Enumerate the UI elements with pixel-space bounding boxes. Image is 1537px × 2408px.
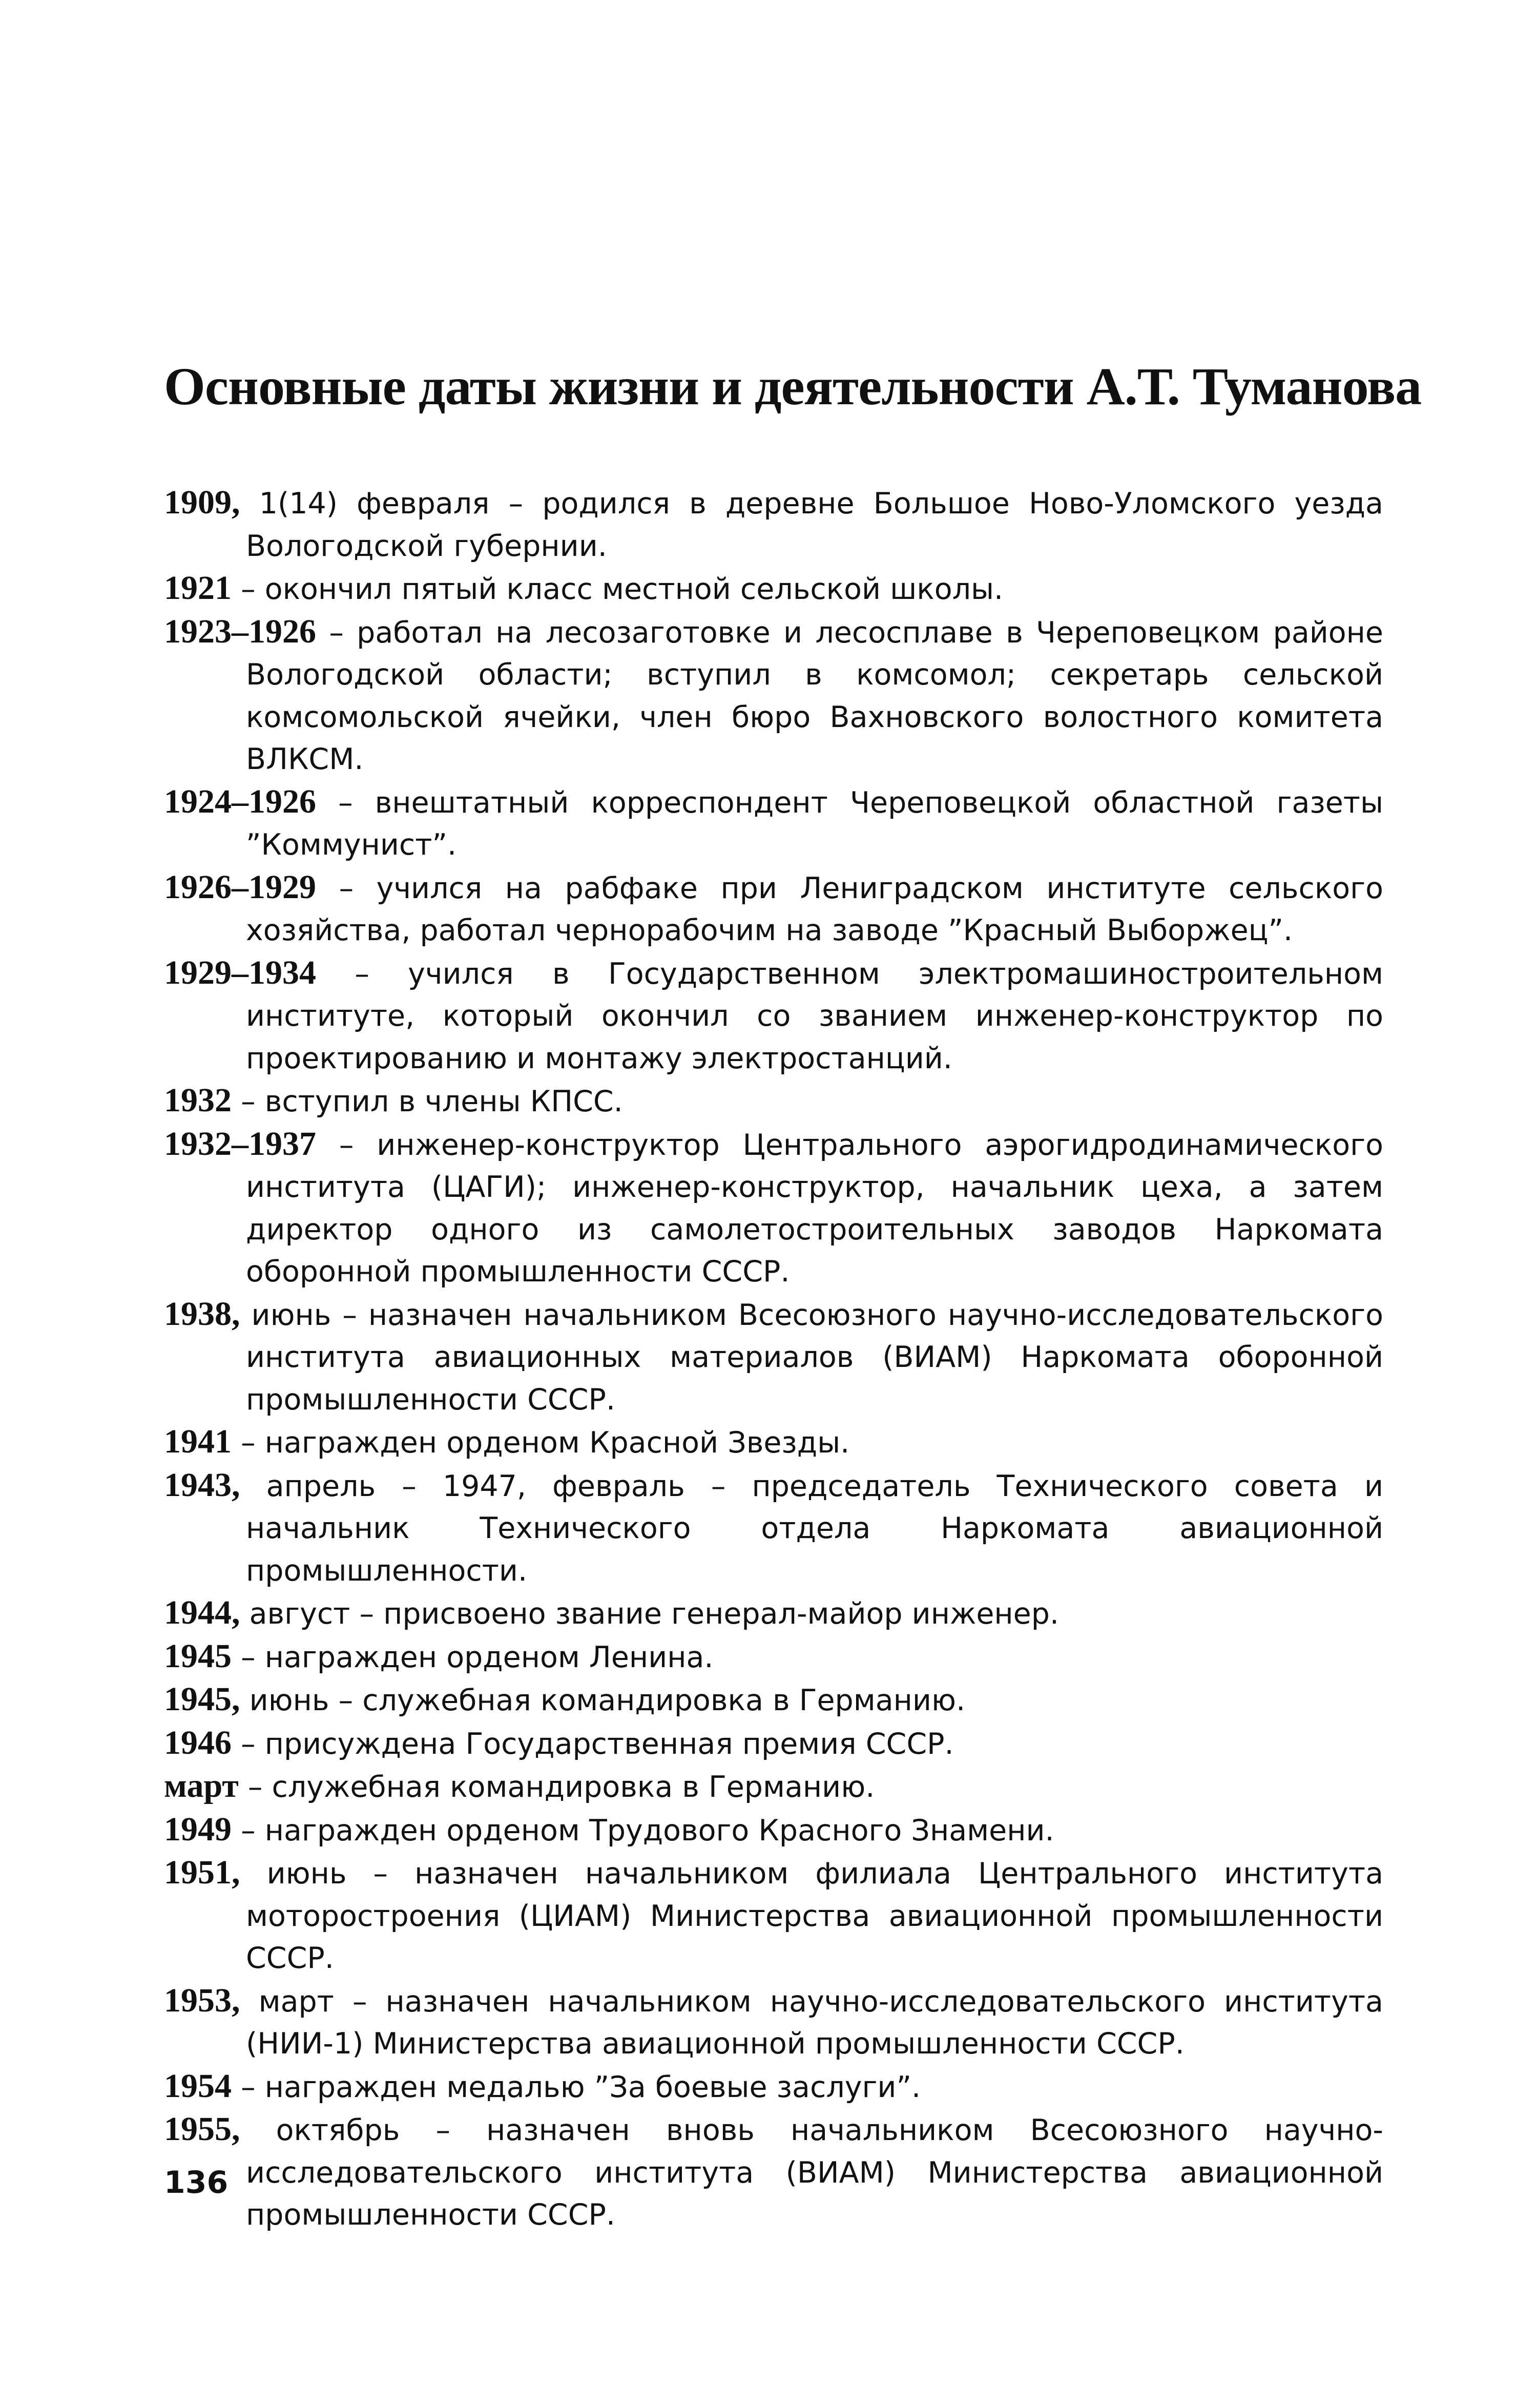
- chronology-entry: [164, 1980, 1383, 2065]
- chronology-entry: [164, 1592, 1383, 1635]
- chronology-entry: [164, 1852, 1383, 1980]
- entry-date: 1943,: [164, 1466, 240, 1504]
- entry-date: 1932–1937: [164, 1125, 316, 1163]
- entry-text: июнь – служебная командировка в Германию.: [240, 1684, 966, 1717]
- entry-date: 1945: [164, 1637, 232, 1675]
- entry-text: – внештатный корреспондент Череповецкой областной газеты ”Коммунист”.: [246, 785, 1383, 862]
- entry-text: – награжден медалью ”За боевые заслуги”.: [232, 2070, 921, 2104]
- entry-text: – окончил пятый класс местной сельской школы.: [232, 572, 1004, 606]
- entry-date: 1923–1926: [164, 612, 316, 650]
- entry-date: 1951,: [164, 1854, 240, 1891]
- entry-text: – награжден орденом Красной Звезды.: [232, 1426, 850, 1460]
- entry-text: – работал на лесозаготовке и лесосплаве в Череповецком районе Вологодской области; вступил в комсомол; секретарь сельской комсомольской ячейки, член бюро Вахновского волостного комитета ВЛКСМ.: [246, 615, 1383, 776]
- chronology-entry: [164, 1678, 1383, 1722]
- entry-text: – учился в Государственном электромашиностроительном институте, который окончил со званием инженер-конструктор по проектированию и монтажу электростанций.: [246, 957, 1383, 1075]
- entry-text: – вступил в члены КПСС.: [232, 1085, 623, 1118]
- chronology-entry: [164, 1722, 1383, 1766]
- entry-date: 1921: [164, 569, 232, 607]
- entry-text: – служебная командировка в Германию.: [238, 1770, 875, 1804]
- chronology-entry: [164, 482, 1383, 567]
- chronology-entry: [164, 2108, 1383, 2236]
- entry-date: 1944,: [164, 1594, 240, 1631]
- entry-date: 1953,: [164, 1981, 240, 2019]
- entry-date: 1924–1926: [164, 782, 316, 820]
- entry-text: октябрь – назначен вновь начальником Всесоюзного научно-исследовательского института (ВИАМ) Министерства авиационной промышленности СССР.: [240, 2113, 1383, 2232]
- chronology-entry: [164, 2065, 1383, 2109]
- entry-date: март: [164, 1767, 239, 1804]
- entry-text: – инженер-конструктор Центрального аэрогидродинамического института (ЦАГИ); инженер-конструктор, начальник цеха, а затем директор одного из самолетостроительных заводов Наркомата оборонной промышленности СССР.: [246, 1128, 1383, 1289]
- entry-date: 1955,: [164, 2110, 240, 2148]
- entry-date: 1941: [164, 1423, 232, 1460]
- chronology-entry: [164, 781, 1383, 866]
- entry-text: – учился на рабфаке при Лениградском институте сельского хозяйства, работал чернорабочим на заводе ”Красный Выборжец”.: [246, 871, 1383, 947]
- chronology-entry: [164, 567, 1383, 611]
- entry-text: август – присвоено звание генерал-майор инженер.: [240, 1597, 1060, 1631]
- entry-date: 1938,: [164, 1295, 240, 1333]
- chronology-entry: [164, 611, 1383, 781]
- entry-date: 1909,: [164, 484, 240, 521]
- entry-date: 1932: [164, 1082, 232, 1119]
- chronology-entry: [164, 1293, 1383, 1421]
- entry-text: июнь – назначен начальником филиала Центрального института моторостроения (ЦИАМ) Министерства авиационной промышленности СССР.: [240, 1857, 1383, 1975]
- entry-date: 1954: [164, 2067, 232, 2105]
- chronology-entry: [164, 1765, 1383, 1809]
- page-number: 136: [164, 2165, 229, 2201]
- chronology-entry: [164, 952, 1383, 1080]
- entry-text: март – назначен начальником научно-исследовательского института (НИИ-1) Министерства авиационной промышленности СССР.: [240, 1984, 1383, 2061]
- page-title: Основные даты жизни и деятельности А.Т. Туманова: [164, 357, 1422, 416]
- entry-date: 1949: [164, 1810, 232, 1848]
- chronology-entry: [164, 1464, 1383, 1592]
- chronology-list: [164, 482, 1383, 2236]
- chronology-entry: [164, 1421, 1383, 1464]
- chronology-entry: [164, 1123, 1383, 1293]
- chronology-entry: [164, 1635, 1383, 1679]
- entry-date: 1929–1934: [164, 953, 316, 991]
- entry-date: 1946: [164, 1724, 232, 1761]
- entry-date: 1926–1929: [164, 868, 316, 906]
- entry-text: апрель – 1947, февраль – председатель Технического совета и начальник Технического отдела Наркомата авиационной промышленности.: [240, 1469, 1383, 1588]
- entry-text: – награжден орденом Ленина.: [232, 1640, 714, 1674]
- chronology-entry: [164, 866, 1383, 952]
- entry-text: 1(14) февраля – родился в деревне Большое Ново-Уломского уезда Вологодской губернии.: [240, 487, 1383, 563]
- chronology-entry: [164, 1080, 1383, 1123]
- entry-text: июнь – назначен начальником Всесоюзного научно-исследовательского института авиационных материалов (ВИАМ) Наркомата оборонной промышленности СССР.: [240, 1298, 1383, 1417]
- chronology-entry: [164, 1809, 1383, 1852]
- entry-text: – присуждена Государственная премия СССР.: [232, 1727, 954, 1761]
- entry-date: 1945,: [164, 1680, 240, 1718]
- entry-text: – награжден орденом Трудового Красного Знамени.: [232, 1813, 1054, 1847]
